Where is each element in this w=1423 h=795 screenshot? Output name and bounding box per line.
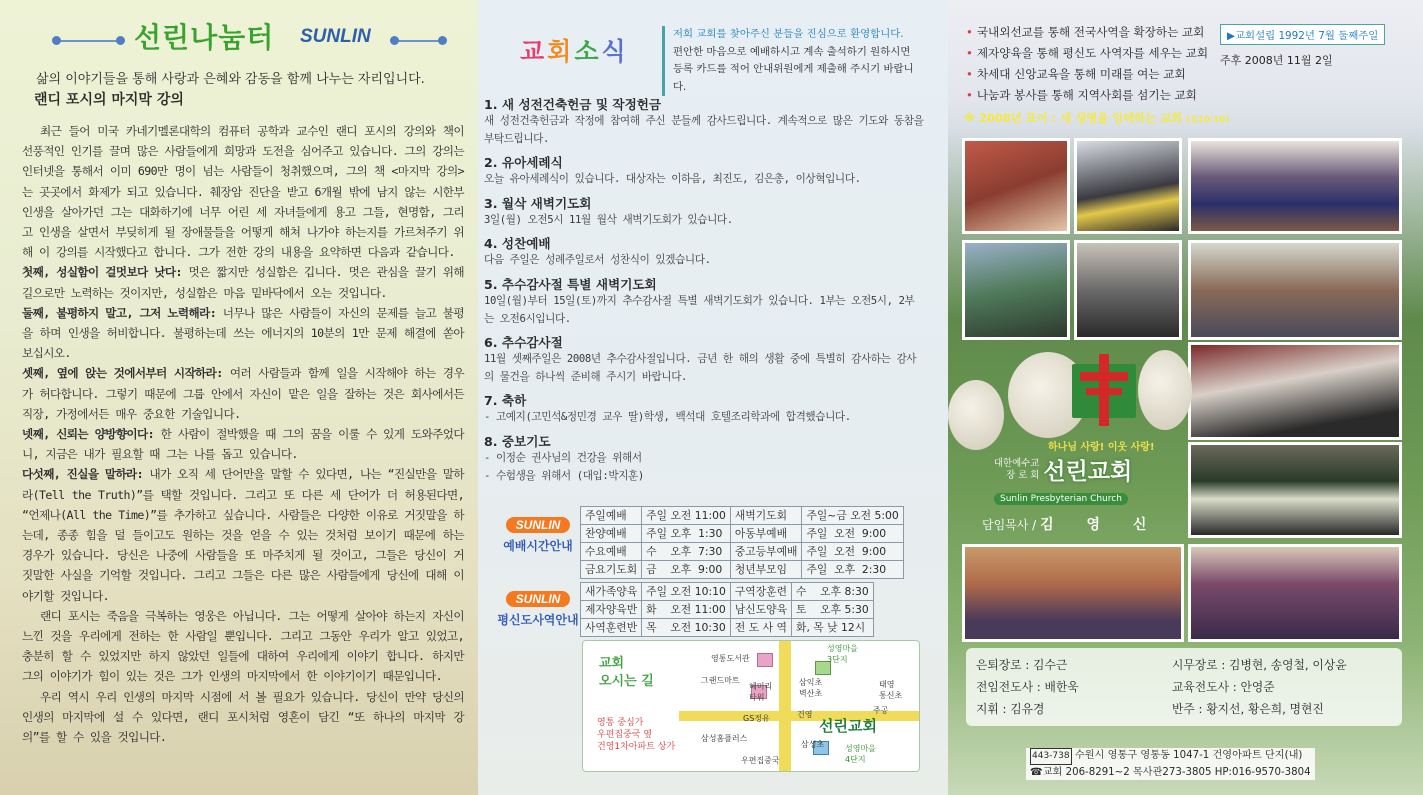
article-paragraph — [22, 363, 464, 424]
schedule-cell: 주일예배 — [581, 507, 642, 525]
schedule-cell: 수요예배 — [581, 543, 642, 561]
vision-text: 나눔과 봉사를 통해 지역사회를 섬기는 교회 — [976, 88, 1197, 102]
paragraph-text: 최근 들어 미국 카네기멜론대학의 컴퓨터 공학과 교수인 랜디 포시의 강의와 책이 선풍적인 인기를 끌며 많은 사람들에게 희망과 도전을 심어주고 있습니다. 그의 강의는 인터넷을 통해서 이미 690만 명이 넘는 사람들이 청취했으며, 그의 책 <마지막 강의>는 곳곳에서 화제가 되고 있습니다. 췌장암 진단을 받고 6개월 밖에 남지 않는 시한부 인생을 살아가던 그는 대화하기에 너무 어린 세 자녀들에게 용고 그들, 현명함, 그리고 인생을 살면서 부딪히게 될 장애물들을 어떻게 해쳐 나가야 하는지를 가르쳐주기 위해 이 강의를 시작했다고 합니다. 그가 전한 강의 내용을 요약하면 다음과 같습니다. — [22, 124, 464, 260]
sheep-illustration — [1138, 350, 1192, 430]
schedule-cell: 주일 오전 10:10 — [642, 583, 731, 601]
article-paragraph — [22, 262, 464, 302]
staff-row — [976, 654, 1392, 676]
banner-dot — [438, 36, 447, 45]
worship-label — [494, 514, 582, 554]
news-heading: 4. 성찬예배 — [484, 236, 551, 252]
vision-text: 차세대 신앙교육을 통해 미래를 여는 교회 — [976, 67, 1186, 81]
news-heading: 7. 축하 — [484, 393, 527, 409]
map-label: 영통도서관 — [711, 654, 750, 663]
worship-row — [581, 507, 904, 525]
news-body: 새 성전건축헌금과 작정에 참여해 주신 분들께 감사드립니다. 계속적으로 많은 기도와 동참을 부탁드립니다. — [484, 115, 924, 145]
church-vision-list — [966, 22, 1208, 106]
paragraph-text: 우리 역시 우리 인생의 마지막 시점에 서 볼 필요가 있습니다. 당신이 만약 당신의 인생의 마지막에 설 수 있다면, 랜디 포시처럼 영혼이 담긴 “또 하나의 마지막 강의”를 할 수 있을 것입니다. — [22, 689, 464, 745]
sunlin-pill: SUNLIN — [506, 517, 571, 533]
map-label: 우편집중국 — [741, 756, 780, 765]
staff-entry: 반주 : 황지선, 황은희, 명현진 — [1172, 702, 1324, 716]
banner-dot — [52, 36, 61, 45]
staff-entry: 지휘 : 김유경 — [976, 702, 1045, 716]
paragraph-text: 랜디 포시는 죽음을 극복하는 영웅은 아닙니다. 그는 어떻게 살아야 하는지 자신이 느낀 것을 우리에게 전하는 한 사람일 뿐입니다. 그리고 그동안 우리가 알고 있었고, 충분히 할 수 있었지만 하지 않았던 일들에 대하여 우리에게 이야기 합니다. 하지만 그의 이야기가 힘이 있는 것은 그가 인생의 마지막에서 한 이야기이기 때문입니다. — [22, 608, 464, 684]
paragraph-text: 너무나 많은 사람들이 자신의 문제를 늘고 불평을 하며 인생을 허비합니다. 불평하는데 쓰는 에너지의 10분의 1만 문제 해결에 쏟아 보십시오. — [22, 305, 464, 361]
news-body: 다음 주일은 성례주일로서 성찬식이 있겠습니다. — [484, 254, 711, 267]
schedule-cell: 주일 오전 9:00 — [802, 543, 903, 561]
bullet-icon: • — [966, 88, 973, 102]
map-title: 교회 오시는 길 — [599, 656, 654, 689]
church-name: 선린교회 — [1043, 459, 1133, 485]
news-body: 10일(월)부터 15일(토)까지 추수감사절 특별 새벽기도회가 있습니다. 1부는 오전5시, 2부는 오전6시입니다. — [484, 294, 915, 325]
article-paragraph — [22, 424, 464, 464]
founded-date: ▶교회설립 1992년 7월 둘째주일 — [1220, 24, 1385, 45]
news-list — [484, 94, 924, 485]
right-panel — [948, 0, 1423, 795]
schedule-cell: 목 오전 10:30 — [642, 619, 731, 637]
library-building — [757, 653, 773, 667]
news-title-char: 소 — [574, 37, 602, 66]
article-paragraph — [22, 121, 464, 262]
concert-photo — [1188, 342, 1402, 440]
news-item — [484, 152, 924, 189]
contact-line: ☎교회 206-8291~2 목사관273-3805 HP:016-9570-3804 — [1030, 767, 1311, 778]
baptism-photo — [962, 138, 1070, 234]
motto — [964, 110, 1229, 126]
banner-subtitle: SUNLIN — [300, 26, 371, 47]
schedule-cell: 구역장훈련 — [730, 583, 791, 601]
news-item — [484, 193, 924, 230]
schedule-cell: 주일 오후 1:30 — [642, 525, 731, 543]
mission-row — [581, 583, 874, 601]
worship-row — [581, 561, 904, 579]
directions-map — [582, 640, 920, 772]
news-item — [484, 431, 924, 485]
schedule-cell: 남신도양육 — [730, 601, 791, 619]
worship-row — [581, 525, 904, 543]
schedule-cell: 찬양예배 — [581, 525, 642, 543]
news-heading: 6. 추수감사절 — [484, 335, 563, 351]
vision-item — [966, 64, 1208, 85]
news-title-char: 식 — [601, 37, 629, 66]
church-name-block — [994, 438, 1155, 505]
schedule-cell: 금 오후 9:00 — [642, 561, 731, 579]
group-photo — [1074, 240, 1182, 340]
paragraph-lead: 셋째, 옆에 앉는 것에서부터 시작하라: — [22, 366, 223, 381]
banner-dot — [116, 36, 125, 45]
pastor-name: 김 영 신 — [1040, 517, 1161, 533]
choir-photo — [1188, 138, 1402, 234]
news-body: 11월 셋째주일은 2008년 추수감사절입니다. 금년 한 해의 생활 중에 특별히 감사하는 감사의 물건을 하나씩 준비해 주시기 바랍니다. — [484, 353, 917, 383]
welcome-line: 등록 카드를 적어 안내위원에게 제출해 주시기 바랍니다. — [673, 63, 914, 93]
sunlin-pill: SUNLIN — [506, 591, 571, 607]
schedule-cell: 사역훈련반 — [581, 619, 642, 637]
section-intro: 삶의 이야기들을 통해 사랑과 은혜와 감동을 함께 나누는 자리입니다. — [36, 72, 425, 87]
schedule-cell: 토 오후 5:30 — [792, 601, 874, 619]
bullet-icon: • — [966, 25, 973, 39]
schedule-cell: 화, 목 낮 12시 — [792, 619, 874, 637]
paragraph-text: 내가 오직 세 단어만을 말할 수 있다면, 나는 “진실만을 말하라(Tell the Truth)”를 택할 것입니다. 그리고 또 다른 세 단어가 더 허용된다면, “언제나(All the Time)”를 추가하고 싶습니다. 사람들은 다양한 이유로 거짓말을 하는데, 종종 힘을 덜 들이고도 원하는 것을 얻을 수 있는 것처럼 보이기 때문에 하는 경우가 있습니다. 당신은 나중에 사람들을 또 마주치게 될 것이고, 그들은 당신이 거짓말한 사실을 기억할 것입니다. 그리고 그들은 다른 많은 사람들에게 당신에 대해 이야기할 것입니다. — [22, 467, 464, 603]
banner-line-left — [60, 40, 120, 42]
bullet-icon: • — [966, 46, 973, 60]
schedule-cell: 아동부예배 — [730, 525, 802, 543]
pastor-label: 담임목사 / — [982, 518, 1037, 532]
news-title — [520, 32, 629, 68]
denomination: 대한예수교 장 로 회 — [994, 457, 1040, 481]
staff-entry: 시무장로 : 김병현, 송영철, 이상윤 — [1172, 658, 1347, 672]
vision-item — [966, 43, 1208, 64]
schedule-cell: 금요기도회 — [581, 561, 642, 579]
news-body: 3일(월) 오전5시 11월 월삭 새벽기도회가 있습니다. — [484, 213, 733, 226]
road-vertical — [779, 641, 791, 771]
banner-title: 선린나눔터 — [134, 21, 275, 54]
article-title: 랜디 포시의 마지막 강의 — [34, 92, 184, 108]
outdoor-photo — [962, 240, 1070, 340]
news-heading: 5. 추수감사절 특별 새벽기도회 — [484, 276, 657, 292]
staff-entry: 전임전도사 : 배한욱 — [976, 680, 1079, 694]
mission-schedule-table — [580, 582, 874, 637]
map-label: 삼성홈플러스 — [701, 734, 748, 743]
map-label: GS정유 — [743, 714, 770, 723]
article-paragraph — [22, 303, 464, 364]
welcome-message — [662, 26, 924, 96]
news-item — [484, 332, 924, 386]
news-body: - 고예지(고민석&정민경 교우 딸)학생, 백석대 호텔조리학과에 합격했습니다. — [484, 411, 851, 424]
senior-pastor — [982, 514, 1160, 534]
staff-entry: 교육전도사 : 안영준 — [1172, 680, 1275, 694]
news-heading: 1. 새 성전건축헌금 및 작정헌금 — [484, 97, 662, 112]
schedule-cell: 청년부모임 — [730, 561, 802, 579]
news-heading: 8. 중보기도 — [484, 433, 551, 449]
staff-list — [966, 648, 1402, 726]
news-body: 오늘 유아세례식이 있습니다. 대상자는 이하음, 최진도, 김은총, 이상혁입니다. — [484, 173, 861, 186]
staff-row — [976, 698, 1392, 720]
map-note: 영통 중심가 우편집중국 옆 건영1차아파트 상가 — [597, 718, 676, 752]
choir-children-photo — [1074, 138, 1182, 234]
schedule-cell: 주일~금 오전 5:00 — [802, 507, 903, 525]
news-item — [484, 233, 924, 270]
news-title-char: 교 — [520, 37, 548, 66]
mission-row — [581, 601, 874, 619]
vision-text: 국내외선교를 통해 전국사역을 확장하는 교회 — [976, 25, 1205, 39]
sharing-banner — [22, 10, 464, 60]
paragraph-lead: 넷째, 신뢰는 양방향이다: — [22, 427, 154, 442]
church-address — [1026, 748, 1315, 780]
vision-item — [966, 22, 1208, 43]
church-cross-logo — [1072, 354, 1136, 426]
congregation-photo — [1188, 240, 1402, 340]
article-paragraph — [22, 464, 464, 605]
mission-label — [494, 588, 582, 628]
paragraph-lead: 둘째, 불평하지 말고, 그저 노력해라: — [22, 305, 217, 320]
choir-robes-photo — [1188, 442, 1402, 538]
news-item — [484, 274, 924, 328]
motto-ref: (요10:10) — [1186, 115, 1230, 125]
banner-dot — [390, 36, 399, 45]
news-title-char: 회 — [547, 37, 575, 66]
worship-row — [581, 543, 904, 561]
vision-text: 제자양육을 통해 평신도 사역자를 세우는 교회 — [976, 46, 1209, 60]
staff-entry: 은퇴장로 : 김수근 — [976, 658, 1068, 672]
schedule-cell: 중고등부예배 — [730, 543, 802, 561]
news-heading: 3. 월삭 새벽기도회 — [484, 195, 592, 211]
map-label: 헤미리 타워 — [749, 682, 773, 702]
article-paragraph — [22, 687, 464, 748]
motto-text: ※ 2008년 표어 : 새 생명을 잉태하는 교회 — [964, 111, 1183, 125]
bulletin-date: 주후 2008년 11월 2일 — [1220, 54, 1333, 67]
schedule-cell: 수 오후 7:30 — [642, 543, 731, 561]
paragraph-text: 한 사람이 절박했을 때 그의 꿈을 이룰 수 있게 도와주었다니, 지금은 내가 필요할 때 그는 나를 돕고 있습니다. — [22, 427, 464, 462]
news-item — [484, 94, 924, 148]
map-church-label: 선린교회 — [819, 717, 877, 735]
bullet-icon: • — [966, 67, 973, 81]
news-header — [484, 0, 924, 93]
zip-code: 443-738 — [1030, 748, 1072, 765]
schedule-cell: 화 오전 11:00 — [642, 601, 731, 619]
mission-row — [581, 619, 874, 637]
banner-line-right — [394, 40, 442, 42]
church-slogan: 하나님 사랑! 이웃 사랑! — [1048, 442, 1155, 453]
paragraph-text: 멋은 짧지만 성실함은 깁니다. 멋은 관심을 끌기 위해 길으로만 노력하는 것이지만, 성실함은 마음 밑바닥에서 오는 것입니다. — [22, 265, 464, 300]
worship-schedule-table — [580, 506, 904, 579]
church-name-english: Sunlin Presbyterian Church — [994, 493, 1128, 505]
worship-group-photo — [1188, 544, 1402, 642]
welcome-line: 저희 교회를 찾아주신 분들을 진심으로 환영합니다. — [673, 28, 904, 40]
news-item — [484, 390, 924, 427]
map-label: 건영 — [797, 710, 813, 719]
left-panel — [0, 0, 478, 795]
news-body: - 이정순 권사님의 건강을 위해서 - 수험생을 위해서 (대입:박지훈) — [484, 451, 644, 482]
schedule-cell: 새벽기도회 — [730, 507, 802, 525]
article-body — [22, 121, 464, 747]
church-group-photo — [962, 544, 1184, 642]
mission-label-text: 평신도사역안내 — [497, 613, 579, 627]
schedule-cell: 주일 오전 11:00 — [642, 507, 731, 525]
paragraph-lead: 첫째, 성실함이 걸멋보다 낫다: — [22, 265, 182, 280]
news-heading: 2. 유아세례식 — [484, 155, 563, 171]
schedule-cell: 제자양육반 — [581, 601, 642, 619]
paragraph-text: 여러 사람들과 함께 일을 시작해야 하는 경우가 허다합니다. 그렇기 때문에 그룹 안에서 자신이 맡은 일을 잘하는 것은 회사에서든 직장, 가정에서든 매우 중요한 기술입니다. — [22, 366, 464, 421]
map-label: 주공 — [873, 706, 889, 715]
paragraph-lead: 다섯째, 진실을 말하라: — [22, 467, 144, 482]
schedule-cell: 전 도 사 역 — [730, 619, 791, 637]
schedule-cell: 주일 오후 2:30 — [802, 561, 903, 579]
welcome-line: 편안한 마음으로 예배하시고 계속 출석하기 원하시면 — [673, 45, 911, 58]
vision-item — [966, 85, 1208, 106]
schedule-cell: 주일 오전 9:00 — [802, 525, 903, 543]
map-label: 태영 통신초 — [879, 680, 903, 700]
address-line: 수원시 영통구 영통동 1047-1 건영아파트 단지(내) — [1074, 750, 1303, 761]
map-label: 삼익초 벽산초 — [799, 678, 823, 698]
article-paragraph — [22, 606, 464, 687]
map-label: 성영마을 4단지 — [845, 744, 876, 764]
middle-panel — [478, 0, 948, 795]
schedule-cell: 새가족양육 — [581, 583, 642, 601]
schedule-cell: 수 오후 8:30 — [792, 583, 874, 601]
map-label: 그랜드마트 — [701, 676, 740, 685]
worship-label-text: 예배시간안내 — [503, 539, 573, 553]
map-label: 삼성초 — [801, 740, 825, 749]
staff-row — [976, 676, 1392, 698]
map-label: 성영마을 3단지 — [827, 644, 858, 664]
